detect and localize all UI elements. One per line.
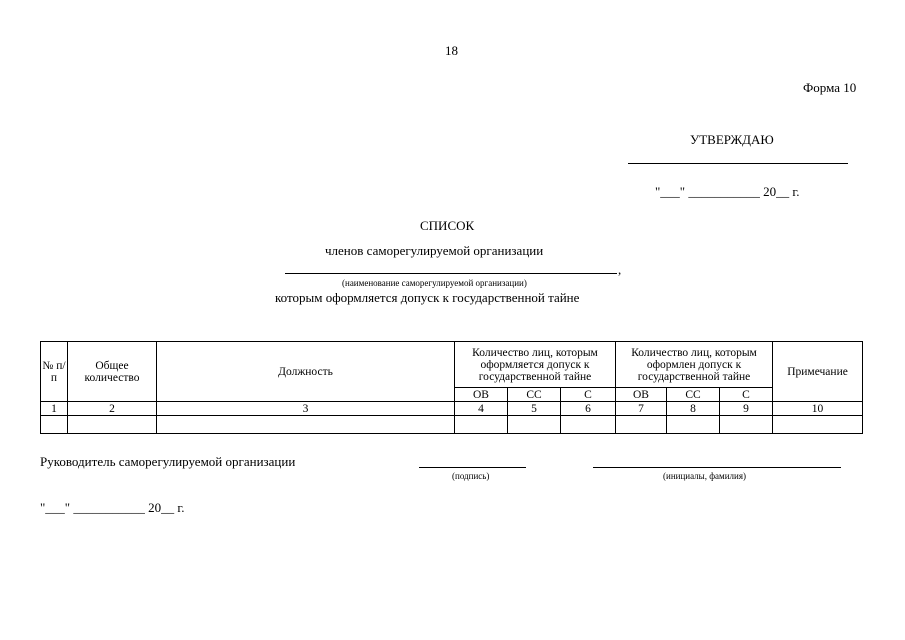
column-number: 2 xyxy=(68,402,157,416)
header-sub-s: С xyxy=(720,388,773,402)
column-number: 8 xyxy=(667,402,720,416)
header-group-granted: Количество лиц, которым оформлен допуск к государственной тайне xyxy=(616,342,773,388)
header-position: Должность xyxy=(157,342,455,402)
approval-title: УТВЕРЖДАЮ xyxy=(690,132,774,147)
empty-cell xyxy=(68,416,157,434)
header-sub-ov: ОВ xyxy=(616,388,667,402)
empty-cell xyxy=(41,416,68,434)
empty-cell xyxy=(720,416,773,434)
empty-cell xyxy=(616,416,667,434)
approval-signature-line xyxy=(628,163,848,164)
header-sub-ss: СС xyxy=(667,388,720,402)
empty-cell xyxy=(508,416,561,434)
members-table xyxy=(40,341,863,434)
header-sub-s: С xyxy=(561,388,616,402)
column-number: 9 xyxy=(720,402,773,416)
header-group-issued: Количество лиц, которым оформляется допуск к государственной тайне xyxy=(455,342,616,388)
form-label: Форма 10 xyxy=(803,80,857,95)
signature-line xyxy=(419,467,526,468)
organization-name-caption: (наименование саморегулируемой организации) xyxy=(342,278,527,288)
header-note: Примечание xyxy=(773,342,863,402)
column-number: 3 xyxy=(157,402,455,416)
name-line xyxy=(593,467,841,468)
column-number: 5 xyxy=(508,402,561,416)
column-number: 10 xyxy=(773,402,863,416)
comma: , xyxy=(618,262,622,277)
document-subtitle-2: которым оформляется допуск к государственной тайне xyxy=(275,290,580,305)
empty-cell xyxy=(157,416,455,434)
signature-caption: (подпись) xyxy=(452,471,490,481)
empty-cell xyxy=(455,416,508,434)
organization-name-line xyxy=(285,273,617,274)
header-num: № п/п xyxy=(41,342,68,402)
header-sub-ss: СС xyxy=(508,388,561,402)
page-number: 18 xyxy=(445,43,458,58)
column-number: 1 xyxy=(41,402,68,416)
header-total: Общее количество xyxy=(68,342,157,402)
column-number: 6 xyxy=(561,402,616,416)
empty-cell xyxy=(667,416,720,434)
signatory-label: Руководитель саморегулируемой организации xyxy=(40,454,296,469)
signature-date: "___" ___________ 20__ г. xyxy=(40,500,185,515)
column-number: 4 xyxy=(455,402,508,416)
table-row xyxy=(41,416,863,434)
column-number: 7 xyxy=(616,402,667,416)
approval-date: "___" ___________ 20__ г. xyxy=(655,184,800,199)
document-title: СПИСОК xyxy=(420,218,475,233)
empty-cell xyxy=(561,416,616,434)
empty-cell xyxy=(773,416,863,434)
document-subtitle: членов саморегулируемой организации xyxy=(325,243,544,258)
column-number-row xyxy=(41,402,863,416)
header-sub-ov: ОВ xyxy=(455,388,508,402)
name-caption: (инициалы, фамилия) xyxy=(663,471,746,481)
